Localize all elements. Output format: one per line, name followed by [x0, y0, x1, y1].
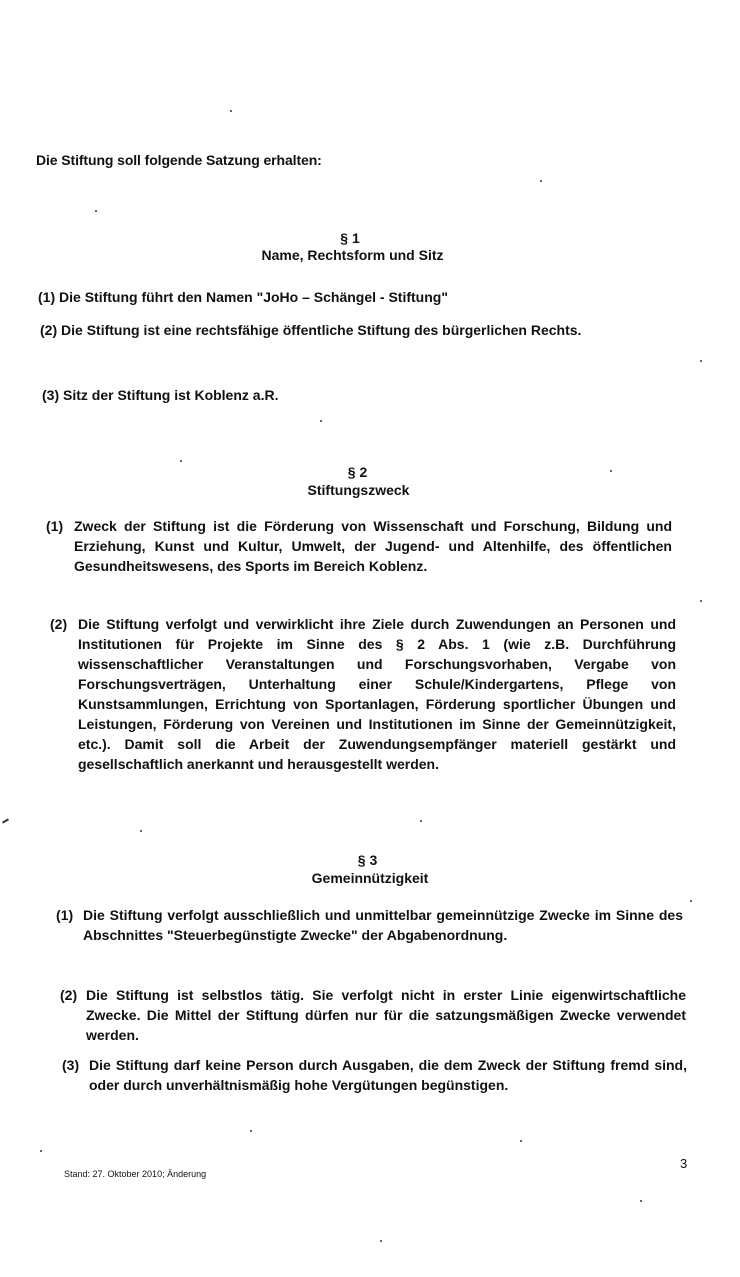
footer-status: Stand: 27. Oktober 2010; Änderung	[64, 1169, 207, 1179]
s1-p1-num: (1)	[38, 289, 56, 305]
s1-p3-num: (3)	[42, 387, 60, 403]
s1-paragraph-2	[40, 320, 664, 340]
section-2-title: Stiftungszweck	[307, 482, 410, 498]
s2-p2-num: (2)	[50, 616, 68, 632]
s2-p1-num: (1)	[46, 518, 64, 534]
intro-text: Die Stiftung soll folgende Satzung erhalten:	[36, 152, 322, 168]
s1-p1-text: Die Stiftung führt den Namen "JoHo – Schängel - Stiftung"	[59, 289, 448, 305]
s1-p2-num: (2)	[40, 322, 58, 338]
s2-p1-text: Zweck der Stiftung ist die Förderung von Wissenschaft und Forschung, Bildung und Erziehung, Kunst und Kultur, Umwelt, der Jugend- und Altenhilfe, des öffentlichen Gesundheitswesens, des Sports im Bereich Koblenz.	[74, 518, 672, 574]
s1-p2-text: Die Stiftung ist eine rechtsfähige öffentliche Stiftung des bürgerlichen Rechts.	[61, 322, 582, 338]
s3-p1-num: (1)	[56, 907, 74, 923]
section-1-title: Name, Rechtsform und Sitz	[261, 247, 444, 263]
s2-p2-text: Die Stiftung verfolgt und verwirklicht ihre Ziele durch Zuwendungen an Personen und Institutionen für Projekte im Sinne des § 2 Abs. 1 (wie z.B. Durchführung wissenschaftlicher Veranstaltungen und Forschungsvorhaben, Vergabe von Forschungsverträgen, Unterhaltung einer Schule/Kindergartens, Pflege von Kunstsammlungen, Errichtung von Sportanlagen, Förderung sportlicher Übungen und Leistungen, Förderung von Vereinen und Institutionen im Sinne der Gemeinnützigkeit, etc.). Damit soll die Arbeit der Zuwendungsempfänger materiell gestärkt und gesellschaftlich anerkannt und herausgestellt werden.	[78, 616, 676, 772]
s3-p3-text: Die Stiftung darf keine Person durch Ausgaben, die dem Zweck der Stiftung fremd sind, oder durch unverhältnismäßig hohe Vergütungen begünstigen.	[89, 1057, 687, 1093]
section-3-number: § 3	[357, 852, 378, 868]
s1-paragraph-3	[42, 385, 278, 405]
s3-p3-num: (3)	[62, 1057, 80, 1073]
s1-paragraph-1	[38, 287, 448, 307]
section-3-title: Gemeinnützigkeit	[311, 870, 429, 886]
s3-p2-num: (2)	[60, 987, 78, 1003]
s3-p2-text: Die Stiftung ist selbstlos tätig. Sie verfolgt nicht in erster Linie eigenwirtschaftliche Zwecke. Die Mittel der Stiftung dürfen nur für die satzungsmäßigen Zwecke verwendet werden.	[86, 987, 686, 1043]
section-1-number: § 1	[340, 230, 360, 246]
page-number: 3	[680, 1156, 688, 1171]
s3-p1-text: Die Stiftung verfolgt ausschließlich und unmittelbar gemeinnützige Zwecke im Sinne des Abschnittes "Steuerbegünstigte Zwecke" der Abgabenordnung.	[83, 907, 683, 943]
s1-p3-text: Sitz der Stiftung ist Koblenz a.R.	[63, 387, 279, 403]
section-2-number: § 2	[347, 464, 368, 480]
